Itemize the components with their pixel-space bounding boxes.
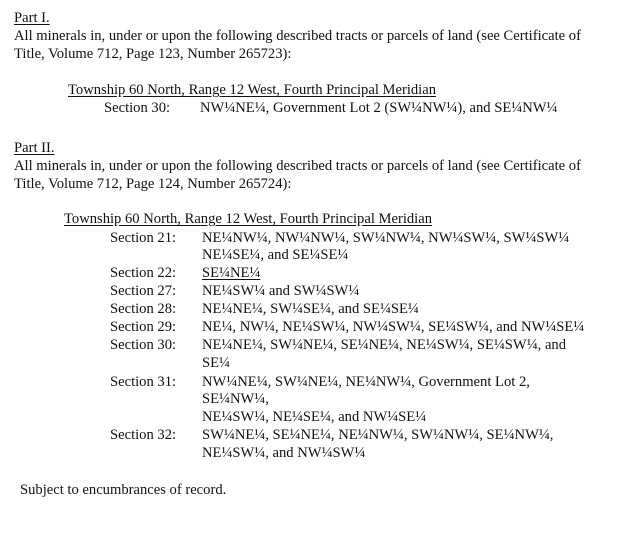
part2-section-28-label: Section 28: [110, 301, 177, 317]
part2-section-31-line2: SE¼NW¼, [202, 391, 269, 407]
part1-intro-line1: All minerals in, under or upon the following described tracts or parcels of land (see Certificate of [14, 28, 581, 44]
part2-section-21-label: Section 21: [110, 230, 177, 246]
part2-section-21-line2: NE¼SE¼, and SE¼SE¼ [202, 247, 349, 263]
part2-township: Township 60 North, Range 12 West, Fourth Principal Meridian [64, 211, 433, 227]
encumbrances-note: Subject to encumbrances of record. [20, 482, 227, 498]
part2-section-28-line1: NE¼NE¼, SW¼SE¼, and SE¼SE¼ [202, 301, 419, 317]
part1-township: Township 60 North, Range 12 West, Fourth Principal Meridian [68, 82, 437, 98]
part2-section-27-line1: NE¼SW¼ and SW¼SW¼ [202, 283, 360, 299]
part2-section-22-line1: SE¼NE¼ [202, 265, 261, 281]
part2-intro-line1: All minerals in, under or upon the following described tracts or parcels of land (see Certificate of [14, 158, 581, 174]
part2-heading: Part II. [14, 140, 55, 156]
part2-section-22-label: Section 22: [110, 265, 177, 281]
part2-section-21-line1: NE¼NW¼, NW¼NW¼, SW¼NW¼, NW¼SW¼, SW¼SW¼ [202, 230, 570, 246]
part2-section-32-line2: NE¼SW¼, and NW¼SW¼ [202, 445, 366, 461]
part2-section-32-line1: SW¼NE¼, SE¼NE¼, NE¼NW¼, SW¼NW¼, SE¼NW¼, [202, 427, 554, 443]
part2-section-29-line1: NE¼, NW¼, NE¼SW¼, NW¼SW¼, SE¼SW¼, and NW¼SE¼ [202, 319, 585, 335]
part2-section-32-label: Section 32: [110, 427, 177, 443]
part1-heading: Part I. [14, 10, 50, 26]
part2-section-31-line3: NE¼SW¼, NE¼SE¼, and NW¼SE¼ [202, 409, 427, 425]
part2-section-30-line1: NE¼NE¼, SW¼NE¼, SE¼NE¼, NE¼SW¼, SE¼SW¼, and [202, 337, 567, 353]
part1-intro-line2: Title, Volume 712, Page 123, Number 265723): [14, 46, 292, 62]
part2-section-31-line1: NW¼NE¼, SW¼NE¼, NE¼NW¼, Government Lot 2, [202, 374, 530, 390]
part2-intro-line2: Title, Volume 712, Page 124, Number 265724): [14, 176, 292, 192]
part2-section-30-line2: SE¼ [202, 355, 230, 371]
part1-section-30-line: NW¼NE¼, Government Lot 2 (SW¼NW¼), and SE¼NW¼ [200, 100, 558, 116]
part2-section-29-label: Section 29: [110, 319, 177, 335]
part1-section-30-label: Section 30: [104, 100, 171, 116]
part2-section-31-label: Section 31: [110, 374, 177, 390]
part2-section-30-label: Section 30: [110, 337, 177, 353]
part2-section-27-label: Section 27: [110, 283, 177, 299]
